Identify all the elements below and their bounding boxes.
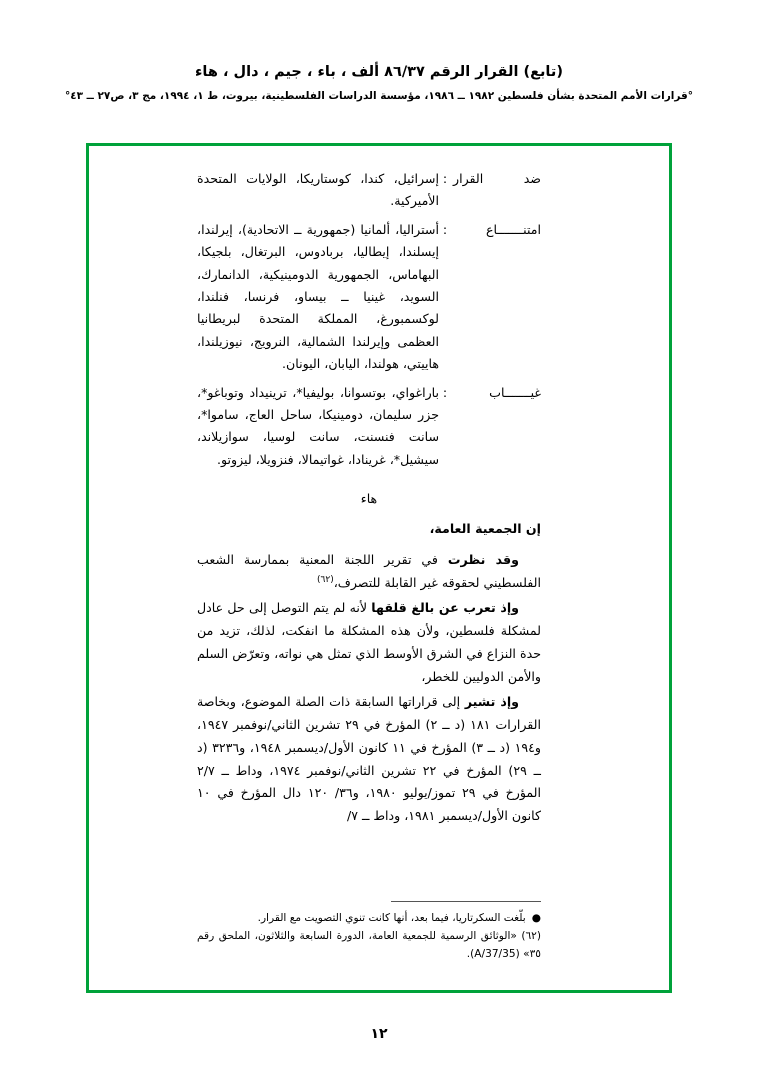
vote-colon: : — [442, 171, 448, 186]
page-header — [0, 0, 758, 102]
footnote-star-text: بلّغت السكرتاريا، فيما بعد، أنها كانت تنوي التصويت مع القرار. — [257, 911, 526, 924]
footnotes-area — [197, 901, 541, 964]
content-body — [197, 168, 541, 978]
page-number: ١٢ — [370, 1026, 388, 1042]
footnote-star — [197, 910, 541, 927]
vote-result-table — [197, 168, 541, 477]
vote-label-against: ضد القرار — [453, 171, 541, 186]
footnote-marker: (٦٢) — [317, 575, 334, 586]
table-row — [197, 168, 541, 219]
preamble-paragraph-3 — [197, 691, 541, 828]
table-row — [197, 219, 541, 382]
vote-countries-abstain: أستراليا، ألمانيا (جمهورية ــ الاتحادية)، إيرلندا، إيسلندا، إيطاليا، بربادوس، البرتغال، بلجيكا، البهاماس، الجمهورية الدومينيكية، الدانمارك، السويد، غينيا ــ بيساو، فرنسا، فنلندا، لوكسمبورغ، المملكة المتحدة لبريطانيا العظمى وإيرلندا الشمالية، النرويج، نيوزيلندا، هاييتي، هولندا، اليابان، اليونان. — [197, 221, 439, 372]
table-row — [197, 382, 541, 478]
paragraph-text: إلى قراراتها السابقة ذات الصلة الموضوع، وبخاصة القرارات ١٨١ (د ــ ٢) المؤرخ في ٢٩ تشرين الثاني/نوفمبر ١٩٤٧، و١٩٤ (د ــ ٣) المؤرخ في ١١ كانون الأول/ديسمبر ١٩٤٨، و٣٢٣٦ (د ــ ٢٩) المؤرخ في ٢٢ تشرين الثاني/نوفمبر ١٩٧٤، وداط ــ ٢/٧ المؤرخ في ٢٩ تموز/يوليو ١٩٨٠، و٣٦/ ١٢٠ دال المؤرخ في ١٠ كانون الأول/ديسمبر ١٩٨١، وداط ــ ٧/ — [197, 693, 542, 824]
content-frame — [86, 143, 672, 993]
paragraph-text: لأنه لم يتم التوصل إلى حل عادل لمشكلة فلسطين، ولأن هذه المشكلة ما انفكت، لذلك، تزيد من حدة النزاع في الشرق الأوسط الذي تمثل هي نواته، وتعرّض السلم والأمن الدوليين للخطر، — [197, 600, 541, 684]
vote-countries-absent: باراغواي، بوتسوانا، بوليفيا*، ترينيداد وتوباغو*، جزر سليمان، دومينيكا، ساحل العاج، ساموا*، سانت فنسنت، سانت لوسيا، سوازيلاند، سيشيل*، غرينادا، غواتيمالا، فنزويلا، ليزوتو. — [197, 384, 439, 467]
document-source-line: °قرارات الأمم المتحدة بشأن فلسطين ١٩٨٢ ــ ١٩٨٦، مؤسسة الدراسات الفلسطينية، بيروت، ط ١، ١٩٩٤، مج ٣، ص٢٧ ــ ٤٣° — [64, 90, 694, 102]
preamble-paragraph-2 — [197, 597, 541, 689]
footnote-divider — [391, 901, 541, 902]
bullet-icon: ● — [531, 911, 541, 924]
vote-colon: : — [442, 384, 448, 400]
paragraph-keyword: وإذ تشير — [464, 693, 519, 709]
resolution-lead: إن الجمعية العامة، — [429, 521, 541, 537]
paragraph-keyword: وقد نظرت — [447, 552, 519, 568]
vote-colon: : — [442, 221, 448, 237]
vote-countries-against: إسرائيل، كندا، كوستاريكا، الولايات المتحدة الأميركية. — [197, 171, 439, 209]
section-letter: هاء — [360, 491, 378, 507]
paragraph-keyword: وإذ تعرب عن بالغ قلقها — [371, 600, 519, 616]
vote-label-abstain: امتنـــــــاع — [485, 221, 541, 237]
footnote-62: (٦٢) «الوثائق الرسمية للجمعية العامة، الدورة السابعة والثلاثون، الملحق رقم ٣٥» (A/37/35). — [197, 930, 541, 960]
vote-label-absent: غيـــــــاب — [489, 384, 541, 400]
preamble-paragraph-1 — [197, 549, 541, 595]
paragraph-text: في تقرير اللجنة المعنية بممارسة الشعب الفلسطيني لحقوقه غير القابلة للتصرف، — [197, 552, 541, 591]
document-title: (تابع) القرار الرقم ٨٦/٣٧ ألف ، باء ، جيم ، دال ، هاء — [195, 64, 563, 80]
